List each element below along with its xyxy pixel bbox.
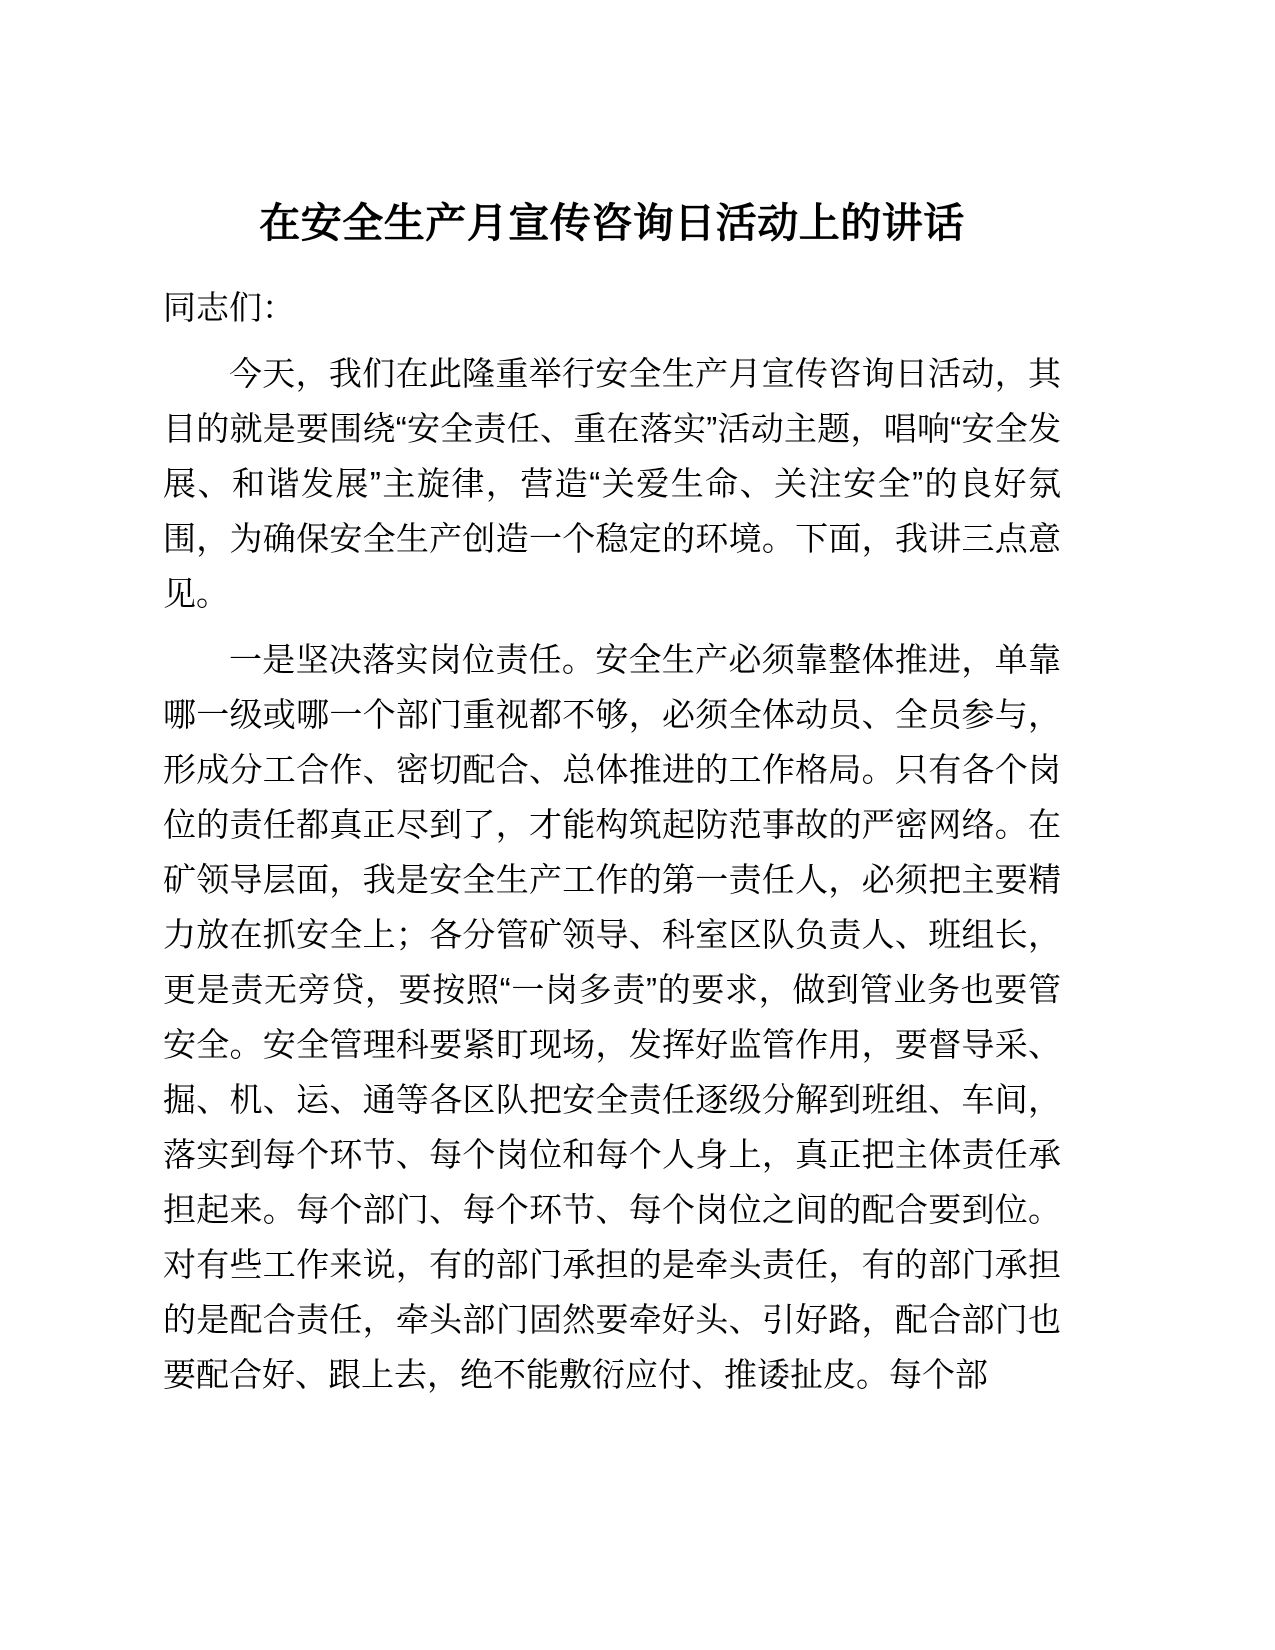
salutation-line: 同志们：: [163, 289, 295, 327]
body-paragraph-2: 一是坚决落实岗位责任。安全生产必须靠整体推进，单靠哪一级或哪一个部门重视都不够，必须全体动员、全员参与，形成分工合作、密切配合、总体推进的工作格局。只有各个岗位的责任都真正尽到了，才能构筑起防范事故的严密网络。在矿领导层面，我是安全生产工作的第一责任人，必须把主要精力放在抓安全上；各分管矿领导、科室区队负责人、班组长，更是责无旁贷，要按照“一岗多责”的要求，做到管业务也要管安全。安全管理科要紧盯现场，发挥好监管作用，要督导采、掘、机、运、通等各区队把安全责任逐级分解到班组、车间，落实到每个环节、每个岗位和每个人身上，真正把主体责任承担起来。每个部门、每个环节、每个岗位之间的配合要到位。对有些工作来说，有的部门承担的是牵头责任，有的部门承担的是配合责任，牵头部门固然要牵好头、引好路，配合部门也要配合好、跟上去，绝不能敷衍应付、推诿扯皮。每个部: [163, 641, 1061, 1393]
page-title: 在安全生产月宣传咨询日活动上的讲话: [259, 200, 965, 246]
body-paragraph-1: 今天，我们在此隆重举行安全生产月宣传咨询日活动，其目的就是要围绕“安全责任、重在落实”活动主题，唱响“安全发展、和谐发展”主旋律，营造“关爱生命、关注安全”的良好氛围，为确保安全生产创造一个稳定的环境。下面，我讲三点意见。: [163, 354, 1061, 612]
document-body: [163, 196, 1061, 1403]
